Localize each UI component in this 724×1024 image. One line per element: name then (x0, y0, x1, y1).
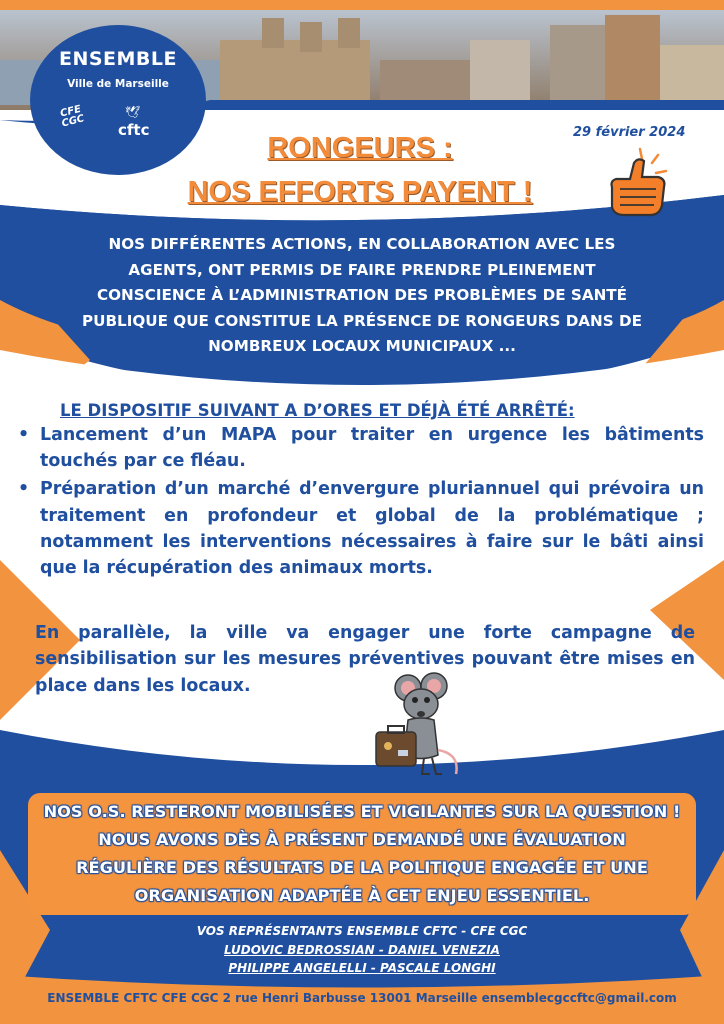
intro-line: CONSCIENCE À L’ADMINISTRATION DES PROBLÈMES DE SANTÉ (96, 286, 628, 305)
page-title (150, 126, 570, 214)
representatives-heading: VOS REPRÉSENTANTS ENSEMBLE CFTC - CFE CGC (196, 924, 528, 938)
publication-date: 29 février 2024 (573, 125, 686, 140)
callout-line: NOUS AVONS DÈS À PRÉSENT DEMANDÉ UNE ÉVALUATION (98, 830, 626, 849)
logo-title: ENSEMBLE (58, 48, 178, 70)
cfe-cgc-logo: CFE CGC (59, 103, 86, 130)
callout-line: NOS O.S. RESTERONT MOBILISÉES ET VIGILANTES SUR LA QUESTION ! (43, 802, 681, 821)
list-item: • Lancement d’un MAPA pour traiter en urgence les bâtiments touchés par ce fléau. (18, 422, 704, 474)
intro-line: PUBLIQUE QUE CONSTITUE LA PRÉSENCE DE RONGEURS DANS DE (82, 311, 642, 330)
intro-text (55, 232, 669, 360)
title-line-2: NOS EFFORTS PAYENT ! (187, 176, 533, 208)
footer-contact: ENSEMBLE CFTC CFE CGC 2 rue Henri Barbusse 13001 Marseille ensemblecgccftc@gmail.com (47, 991, 677, 1005)
representatives-line-2: PHILIPPE ANGELELLI - PASCALE LONGHI (228, 961, 496, 975)
campaign-paragraph: En parallèle, la ville va engager une forte campagne de sensibilisation sur les mesures préventives pouvant être mises en place dans les locaux. (35, 623, 695, 696)
callout-text (28, 798, 696, 910)
bird-icon: 🕊 (125, 105, 141, 119)
callout-line: RÉGULIÈRE DES RÉSULTATS DE LA POLITIQUE ENGAGÉE ET UNE (76, 858, 648, 877)
intro-line: NOS DIFFÉRENTES ACTIONS, EN COLLABORATION AVEC LES (108, 235, 616, 253)
list-item: • Préparation d’un marché d’envergure pluriannuel qui prévoira un traitement en profondeur et global de la problématique ; notamment les interventions nécessaires à faire sur le bâti ainsi que la récupération des animaux morts. (18, 476, 704, 581)
callout-line: ORGANISATION ADAPTÉE À CET ENJEU ESSENTIEL. (134, 886, 590, 905)
cftc-logo: cftc (118, 121, 150, 139)
representatives (0, 922, 724, 978)
representatives-line-1: LUDOVIC BEDROSSIAN - DANIEL VENEZIA (224, 942, 500, 957)
thumbs-up-icon (600, 145, 680, 225)
intro-line: AGENTS, ONT PERMIS DE FAIRE PRENDRE PLEINEMENT (128, 260, 596, 279)
logo-subtitle: Ville de Marseille (67, 78, 169, 90)
title-line-1: RONGEURS : (267, 132, 453, 164)
section-heading: LE DISPOSITIF SUIVANT A D’ORES ET DÉJÀ ÉTÉ ARRÊTÉ: (60, 401, 575, 420)
rat-illustration (368, 670, 468, 780)
intro-line: NOMBREUX LOCAUX MUNICIPAUX ... (208, 337, 516, 356)
measures-list (18, 422, 704, 581)
